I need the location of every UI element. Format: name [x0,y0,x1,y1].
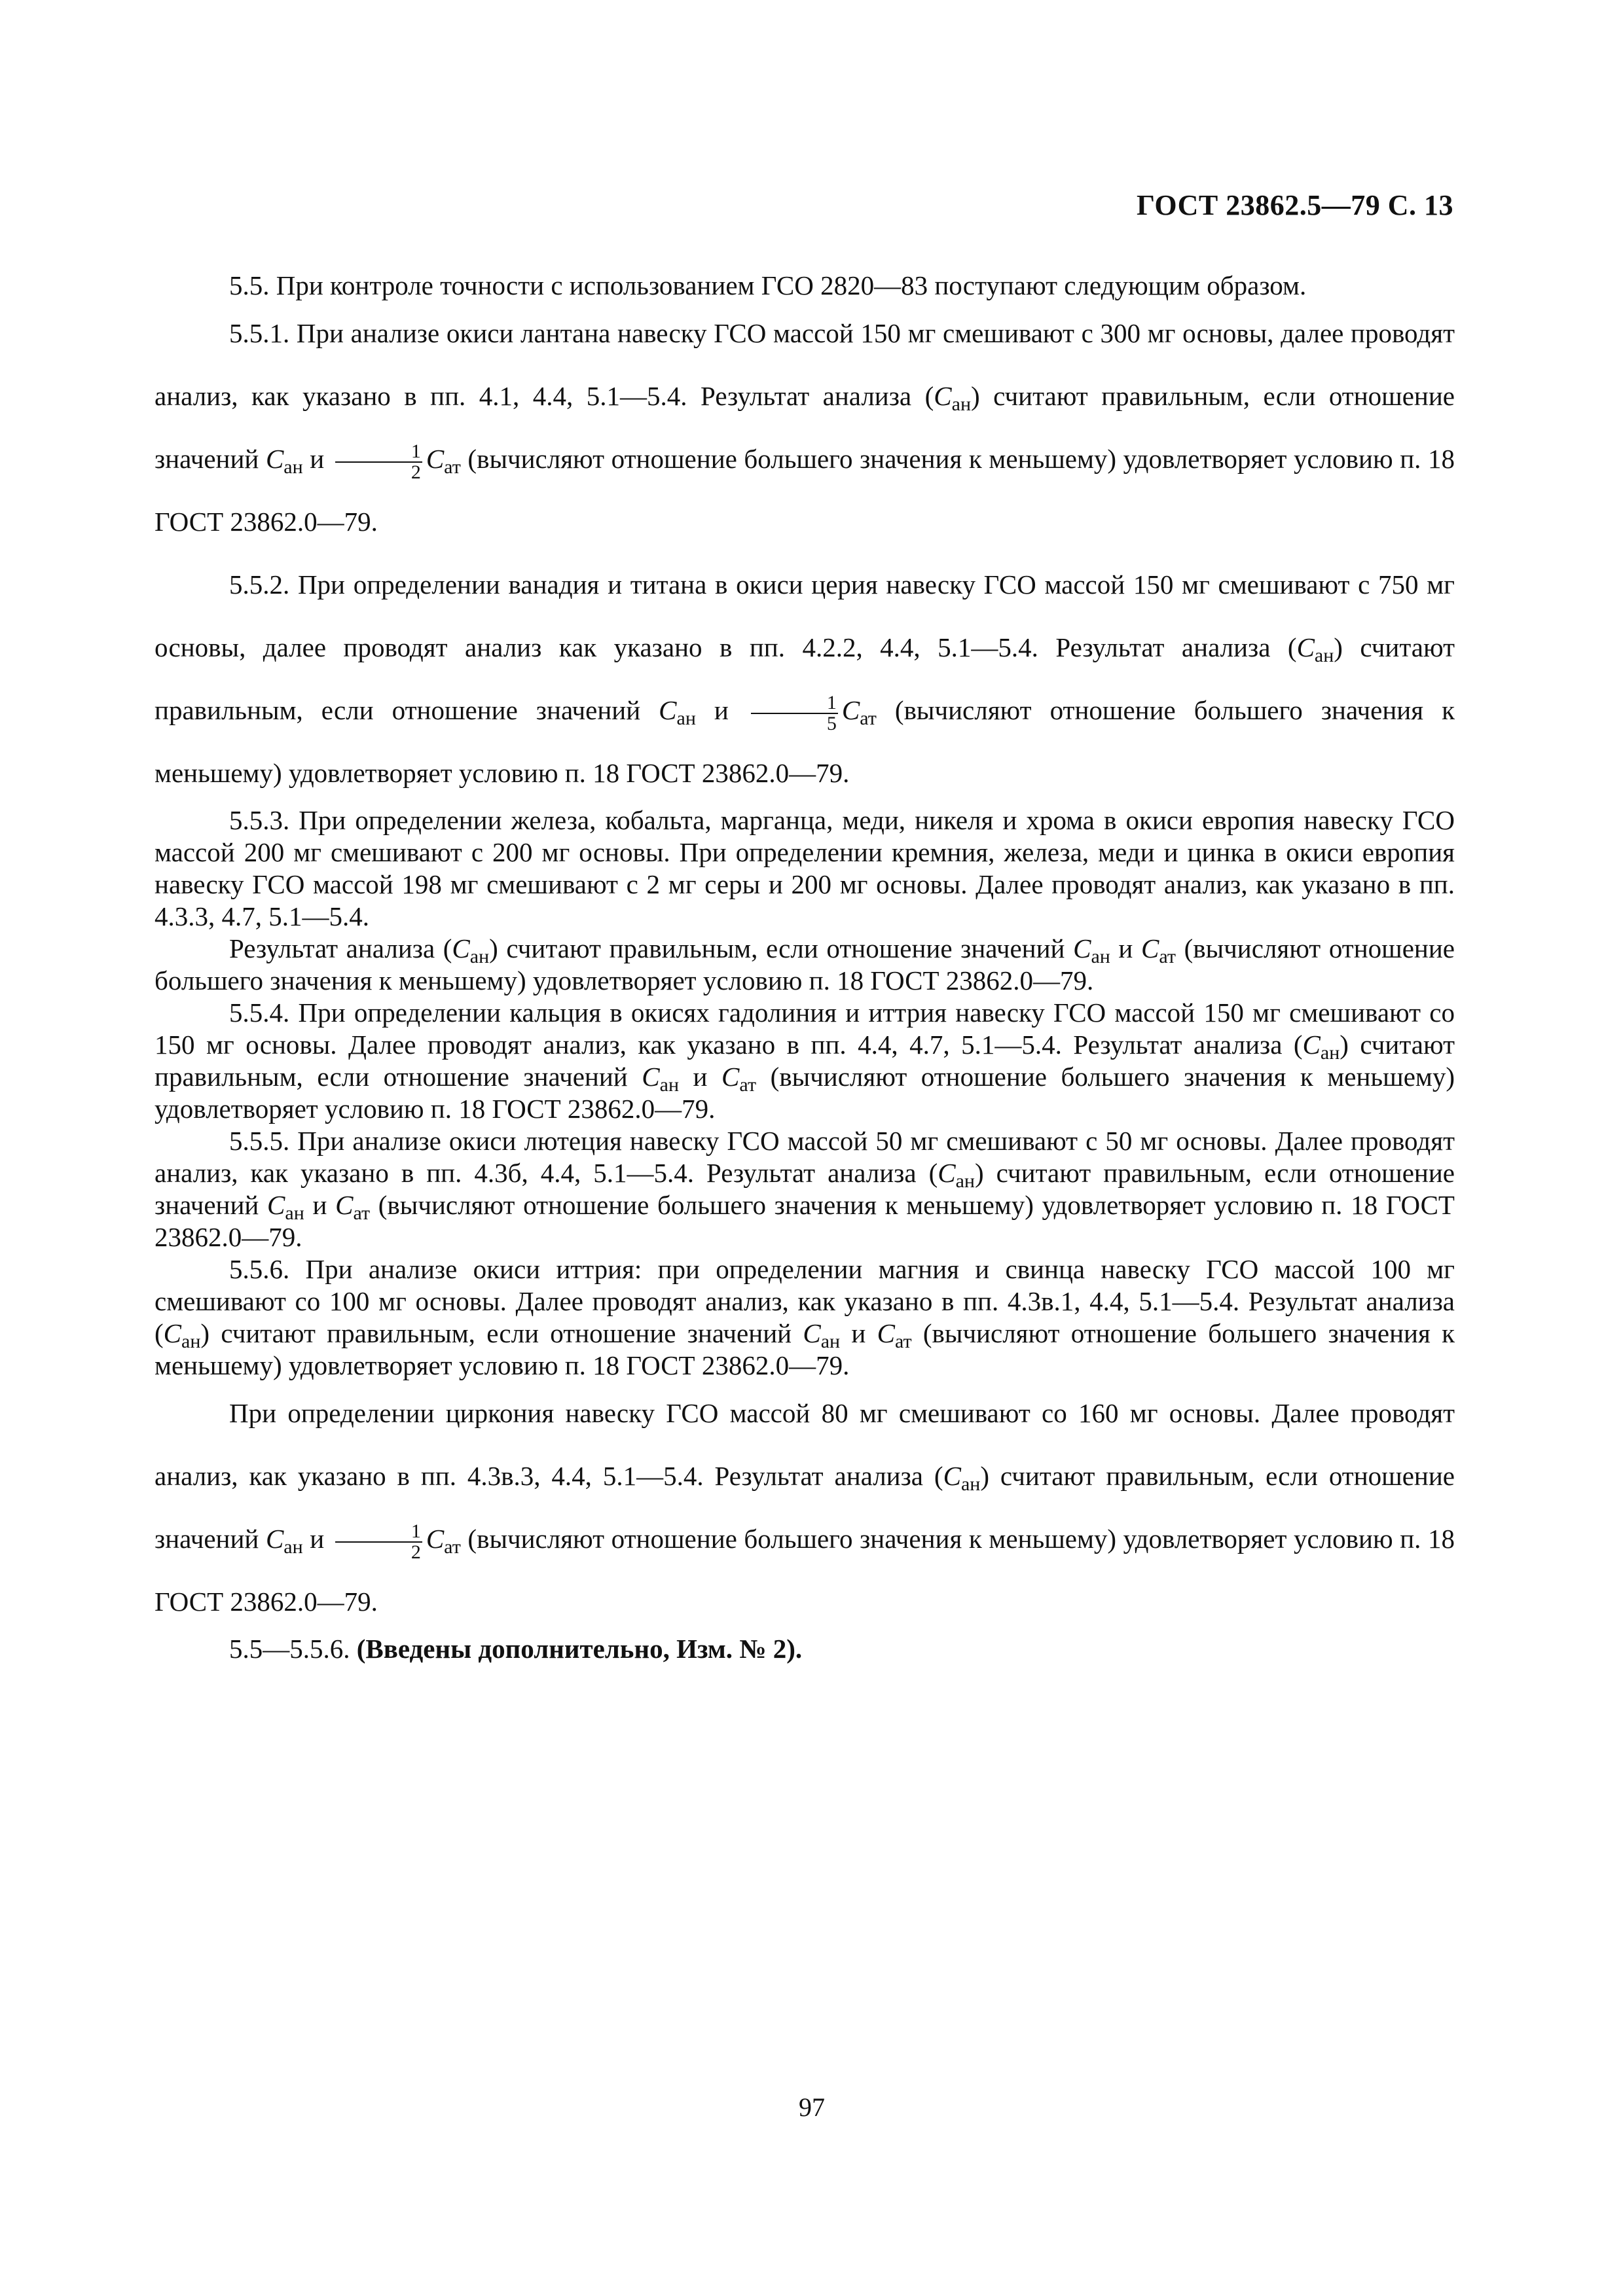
paragraph-5-5-1: 5.5.1. При анализе окиси лантана навеску ГСО массой 150 мг смешивают с 300 мг основы, далее проводят анализ, как указано в пп. 4.1, 4.4, 5.1—5.4. Результат анализа $(C_{ан})$ считают правильным, если отношение значений $C_{ан}$ и $\frac{1}{2}$ $C_{ат}$ (вычисляют отношение большего значения к меньшему) удовлетворяет условию п. 18 ГОСТ 23862.0—79. [155,318,1455,537]
paragraph-5-5-6: 5.5.6. При анализе окиси иттрия: при определении магния и свинца навеску ГСО массой 100 мг смешивают со 100 мг основы. Далее проводят анализ, как указано в пп. 4.3в.1, 4.4, 5.1—5.4. Результат анализа $(C_{ан})$ считают правильным, если отношение значений $C_{ан}$ и $C_{ат}$ (вычисляют отношение большего значения к меньшему) удовлетворяет условию п. 18 ГОСТ 23862.0—79. [155,1254,1455,1380]
symbol-c-an: $C_{ан}$ [1296,632,1334,666]
symbol-c-an: $C_{ан}$ [934,381,971,415]
paragraph-5-5-5: 5.5.5. При анализе окиси лютеция навеску ГСО массой 50 мг смешивают с 50 мг основы. Далее проводят анализ, как указано в пп. 4.3б, 4.4, 5.1—5.4. Результат анализа $(C_{ан})$ считают правильным, если отношение значений $C_{ан}$ и $C_{ат}$ (вычисляют отношение большего значения к меньшему) удовлетворяет условию п. 18 ГОСТ 23862.0—79. [155,1126,1455,1252]
paragraph-5-5: 5.5. При контроле точности с использованием ГСО 2820—83 поступают следующим образом. [229,270,1307,300]
symbol-c-an: $C_{ан}$ [163,1318,201,1352]
symbol-c-at: $C_{ат}$ [721,1062,757,1096]
fraction-one-fifth: $\frac{1}{5}$ [751,693,838,734]
symbol-c-at: $C_{ат}$ [841,695,877,729]
paragraph-5-5-3-result: Результат анализа $(C_{ан})$ считают правильным, если отношение значений $C_{ан}$ и $C_{ат}$ (вычисляют отношение большего значения к меньшему) удовлетворяет условию п. 18 ГОСТ 23862.0—79. [155,933,1455,996]
symbol-c-an: $C_{ан}$ [642,1062,680,1096]
symbol-c-an: $C_{ан}$ [938,1158,975,1192]
symbol-c-an: $C_{ан}$ [267,1190,304,1224]
symbol-c-an: $C_{ан}$ [943,1461,981,1495]
amendment-note: 5.5—5.5.6. (Введены дополнительно, Изм. № 2). [229,1634,803,1664]
paragraph-5-5-2: 5.5.2. При определении ванадия и титана в окиси церия навеску ГСО массой 150 мг смешивают с 750 мг основы, далее проводят анализ как указано в пп. 4.2.2, 4.4, 5.1—5.4. Результат анализа $(C_{ан})$ считают правильным, если отношение значений $C_{ан}$ и $\frac{1}{5}$ $C_{ат}$ (вычисляют отношение большего значения к меньшему) удовлетворяет условию п. 18 ГОСТ 23862.0—79. [155,569,1455,788]
symbol-c-at: $C_{ат}$ [1140,933,1176,967]
symbol-c-an: $C_{ан}$ [265,444,303,478]
document-body [155,270,1455,1665]
fraction-one-half: $\frac{1}{2}$ [335,442,422,482]
paragraph-zirconium: При определении циркония навеску ГСО массой 80 мг смешивают со 160 мг основы. Далее проводят анализ, как указано в пп. 4.3в.3, 4.4, 5.1—5.4. Результат анализа $(C_{ан})$ считают правильным, если отношение значений $C_{ан}$ и $\frac{1}{2}$ $C_{ат}$ (вычисляют отношение большего значения к меньшему) удовлетворяет условию п. 18 ГОСТ 23862.0—79. [155,1398,1455,1617]
symbol-c-an: $C_{ан}$ [659,695,696,729]
symbol-c-at: $C_{ат}$ [335,1190,371,1224]
symbol-c-an: $C_{ан}$ [452,933,490,967]
page-number: 97 [799,2092,825,2122]
symbol-c-an: $C_{ан}$ [1302,1030,1340,1064]
symbol-c-an: $C_{ан}$ [803,1318,841,1352]
amendment-bold-text: (Введены дополнительно, Изм. № 2). [356,1634,803,1664]
symbol-c-an: $C_{ан}$ [1073,933,1110,967]
symbol-c-an: $C_{ан}$ [265,1524,303,1558]
fraction-one-half: $\frac{1}{2}$ [335,1522,422,1562]
paragraph-5-5-3: 5.5.3. При определении железа, кобальта, марганца, меди, никеля и хрома в окиси европия навеску ГСО массой 200 мг смешивают с 200 мг основы. При определении кремния, железа, меди и цинка в окиси европия навеску ГСО массой 198 мг смешивают с 2 мг серы и 200 мг основы. Далее проводят анализ, как указано в пп. 4.3.3, 4.7, 5.1—5.4. [155,805,1455,931]
paragraph-5-5-4: 5.5.4. При определении кальция в окисях гадолиния и иттрия навеску ГСО массой 150 мг смешивают со 150 мг основы. Далее проводят анализ, как указано в пп. 4.4, 4.7, 5.1—5.4. Результат анализа $(C_{ан})$ считают правильным, если отношение значений $C_{ан}$ и $C_{ат}$ (вычисляют отношение большего значения к меньшему) удовлетворяет условию п. 18 ГОСТ 23862.0—79. [155,997,1455,1124]
symbol-c-at: $C_{ат}$ [877,1318,912,1352]
symbol-c-at: $C_{ат}$ [426,1524,461,1558]
symbol-c-at: $C_{ат}$ [426,444,461,478]
page-header: ГОСТ 23862.5—79 С. 13 [1136,189,1453,221]
